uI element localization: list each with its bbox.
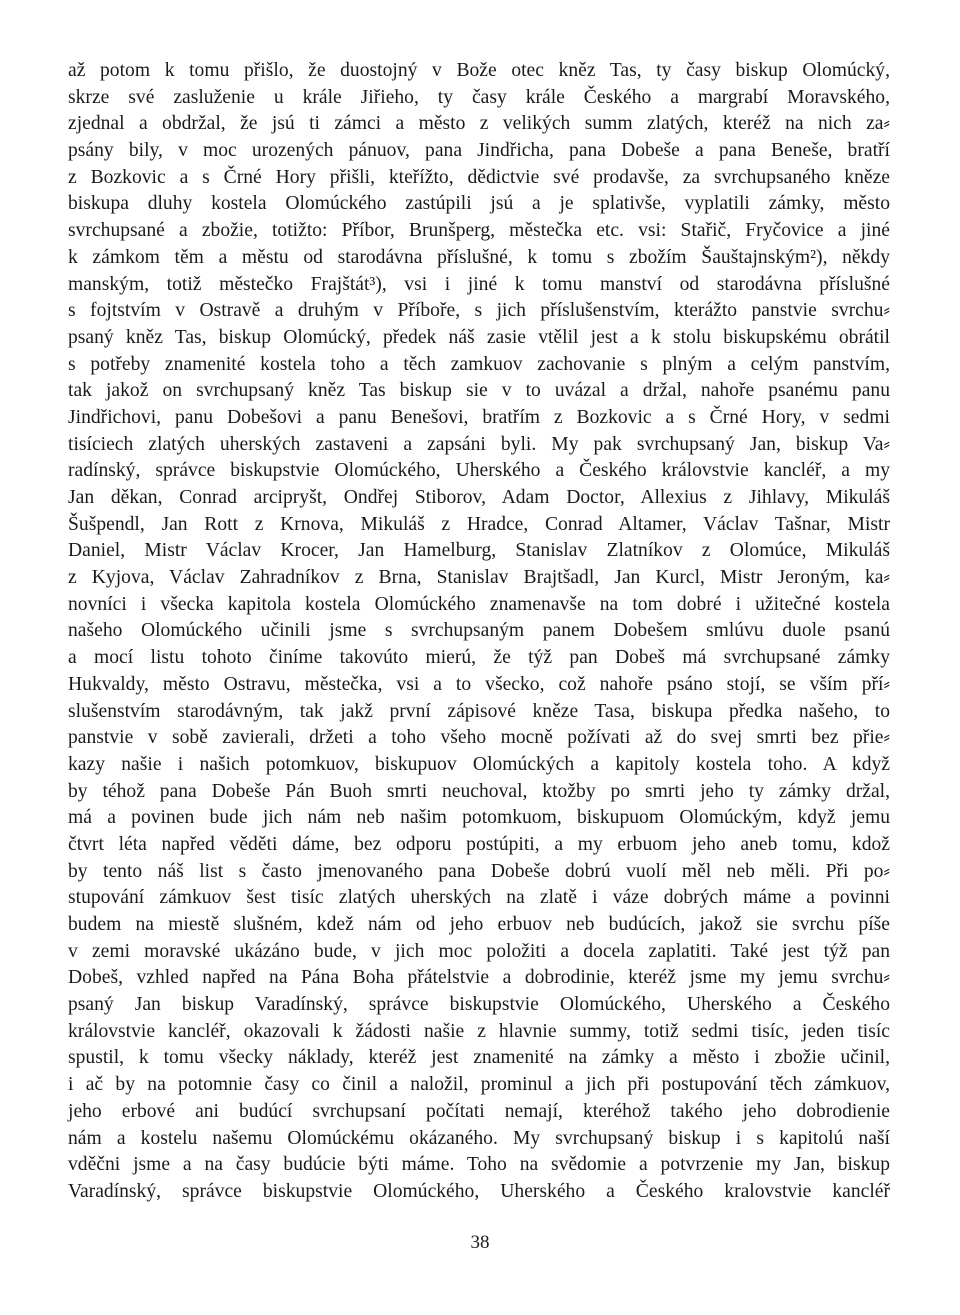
text-line: Šušpendl, Jan Rott z Krnova, Mikuláš z Hradce, Conrad Altamer, Václav Tašnar, Mistr xyxy=(68,513,890,535)
text-line: slušenstvím starodávným, tak jakž první zápisové kněze Tasa, biskupa předka našeho, to xyxy=(68,700,890,722)
text-line: a mocí listu tohoto činíme takovúto mierú, že týž pan Dobeš má svrchupsané zámky xyxy=(68,647,890,669)
text-line: budem na miestě slušném, kdež nám od jeho erbuov neb budúcích, jakož sie svrchu píše xyxy=(68,914,890,935)
text-line: Jan děkan, Conrad arcipryšt, Ondřej Stiborov, Adam Doctor, Allexius z Jihlavy, Mikuláš xyxy=(68,487,890,508)
text-line: našeho Olomúckého učinili jsme s svrchupsaným panem Dobešem smlúvu duole psanú xyxy=(68,620,890,642)
text-line: čtvrt léta napřed věděti dáme, bez odporu postúpiti, a my erbuom jeho aneb tomu, kdož xyxy=(68,833,890,855)
text-line: panstvie v sobě zavierali, držeti a toho všeho mocně požívati až do svej smrti bez přie⸗ xyxy=(68,727,890,749)
text-line: radínský, správce biskupstvie Olomúckého, Uherského a Českého královstvie kancléř, a my xyxy=(68,460,890,482)
text-line: tisíciech zlatých uherských zastaveni a zapsáni byli. My pak svrchupsaný Jan, biskup Va⸗ xyxy=(68,433,890,455)
text-line: psaný kněz Tas, biskup Olomúcký, předek náš zasie vtělil jest a k stolu biskupskému obrátil xyxy=(68,326,890,348)
text-line: skrze své zasluženie u krále Jiřieho, ty časy krále Českého a margrabí Moravského, xyxy=(68,86,890,108)
text-line: z Kyjova, Václav Zahradníkov z Brna, Stanislav Brajtšadl, Jan Kurcl, Mistr Jeroným, ka⸗ xyxy=(68,567,890,589)
text-line: biskupa dluhy kostela Olomúckého zastúpili jsú a je splativše, vyplatili zámky, město xyxy=(68,193,890,215)
text-line: z Bozkovic a s Črné Hory přišli, kteřížto, dědictvie své prodavše, za svrchupsaného kněze xyxy=(68,166,890,188)
text-line: psaný Jan biskup Varadínský, správce biskupstvie Olomúckého, Uherského a Českého xyxy=(68,994,890,1016)
text-line: vděčni jsme a na časy budúcie býti máme. Toho na svědomie a potvrzenie my Jan, biskup xyxy=(68,1154,890,1176)
text-line: Hukvaldy, město Ostravu, městečka, vsi a to všecko, což nahoře psáno stojí, se vším pří⸗ xyxy=(68,673,890,695)
page-number: 38 xyxy=(470,1232,490,1253)
text-line: k zámkom těm a městu od starodávna příslušné, k tomu s zbožím Šauštajnským²), někdy xyxy=(68,246,890,268)
text-line: Dobeš, vzhled napřed na Pána Boha přátelstvie a dobrodinie, kteréž jsme my jemu svrchu⸗ xyxy=(68,967,890,989)
body-text xyxy=(68,58,890,1206)
text-line: s potřeby znamenité kostela toho a těch zamkuov zachovanie s plným a celým panstvím, xyxy=(68,353,890,375)
text-line: nám a kostelu našemu Olomúckému okázaného. My svrchupsaný biskup i s kapitolú naší xyxy=(68,1127,890,1149)
text-line: má a povinen bude jich nám neb našim potomkuom, biskupuom Olomúckým, když jemu xyxy=(68,807,890,829)
text-line: Varadínský, správce biskupstvie Olomúckého, Uherského a Českého kralovstvie kancléř xyxy=(68,1180,890,1202)
text-line: Daniel, Mistr Václav Krocer, Jan Hamelburg, Stanislav Zlatníkov z Olomúce, Mikuláš xyxy=(68,540,890,562)
text-line: až potom k tomu přišlo, že duostojný v Bože otec kněz Tas, ty časy biskup Olomúcký, xyxy=(68,60,890,81)
text-line: královstvie kancléř, okazovali k žádosti našie z hlavnie summy, totiž sedmi tisíc, jeden tisíc xyxy=(68,1020,890,1042)
text-line: v zemi moravské ukázáno bude, v jich moc položiti a docela zaplatiti. Také jest týž pan xyxy=(68,940,890,962)
text-line: manským, totiž městečko Frajštát³), vsi i jiné k tomu manství od starodávna příslušné xyxy=(68,273,890,295)
text-line: by tento náš list s často jmenovaného pana Dobeše dobrú vuolí měl neb měli. Při po⸗ xyxy=(68,860,890,882)
text-line: kazy našie i našich potomkuov, biskupuov Olomúckých a kapitoly kostela toho. A když xyxy=(68,753,890,775)
text-line: s fojtstvím v Ostravě a druhým v Příboře, s jich příslušenstvím, kterážto panstvie svrchu⸗ xyxy=(68,300,890,322)
text-line: stupování zámkuov šest tisíc zlatých uherských na zlatě i váze dobrých máme a povinni xyxy=(68,887,890,909)
text-line: by téhož pana Dobeše Pán Buoh smrti neuchoval, ktožby po smrti jeho ty zámky držal, xyxy=(68,780,890,802)
text-line: spustil, k tomu všecky náklady, kteréž jest znamenité na zámky a město i zbožie učinil, xyxy=(68,1047,890,1069)
text-line: tak jakož on svrchupsaný kněz Tas biskup sie v to uvázal a držal, nahoře psanému panu xyxy=(68,380,890,402)
text-line: i ač by na potomnie časy co činil a naložil, prominul a jich při postupování těch zámkuov, xyxy=(68,1074,890,1096)
text-line: zjednal a obdržal, že jsú ti zámci a město z velikých summ zlatých, kteréž na nich za⸗ xyxy=(68,113,890,135)
text-line: novníci i všecka kapitola kostela Olomúckého znamenavše na tom dobré i užitečné kostela xyxy=(68,593,890,615)
text-line: svrchupsané a zbožie, totižto: Příbor, Brunšperg, městečka etc. vsi: Stařič, Fryčovice a jiné xyxy=(68,220,890,242)
text-line: psány bily, v moc urozených pánuov, pana Jindřicha, pana Dobeše a pana Beneše, bratří xyxy=(68,140,890,162)
text-line: jeho erbové ani budúcí svrchupsaní počítati nemají, kteréhož takého jeho dobrodienie xyxy=(68,1100,890,1122)
text-line: Jindřichovi, panu Dobešovi a panu Benešovi, bratřím z Bozkovic a s Črné Hory, v sedmi xyxy=(68,406,890,428)
